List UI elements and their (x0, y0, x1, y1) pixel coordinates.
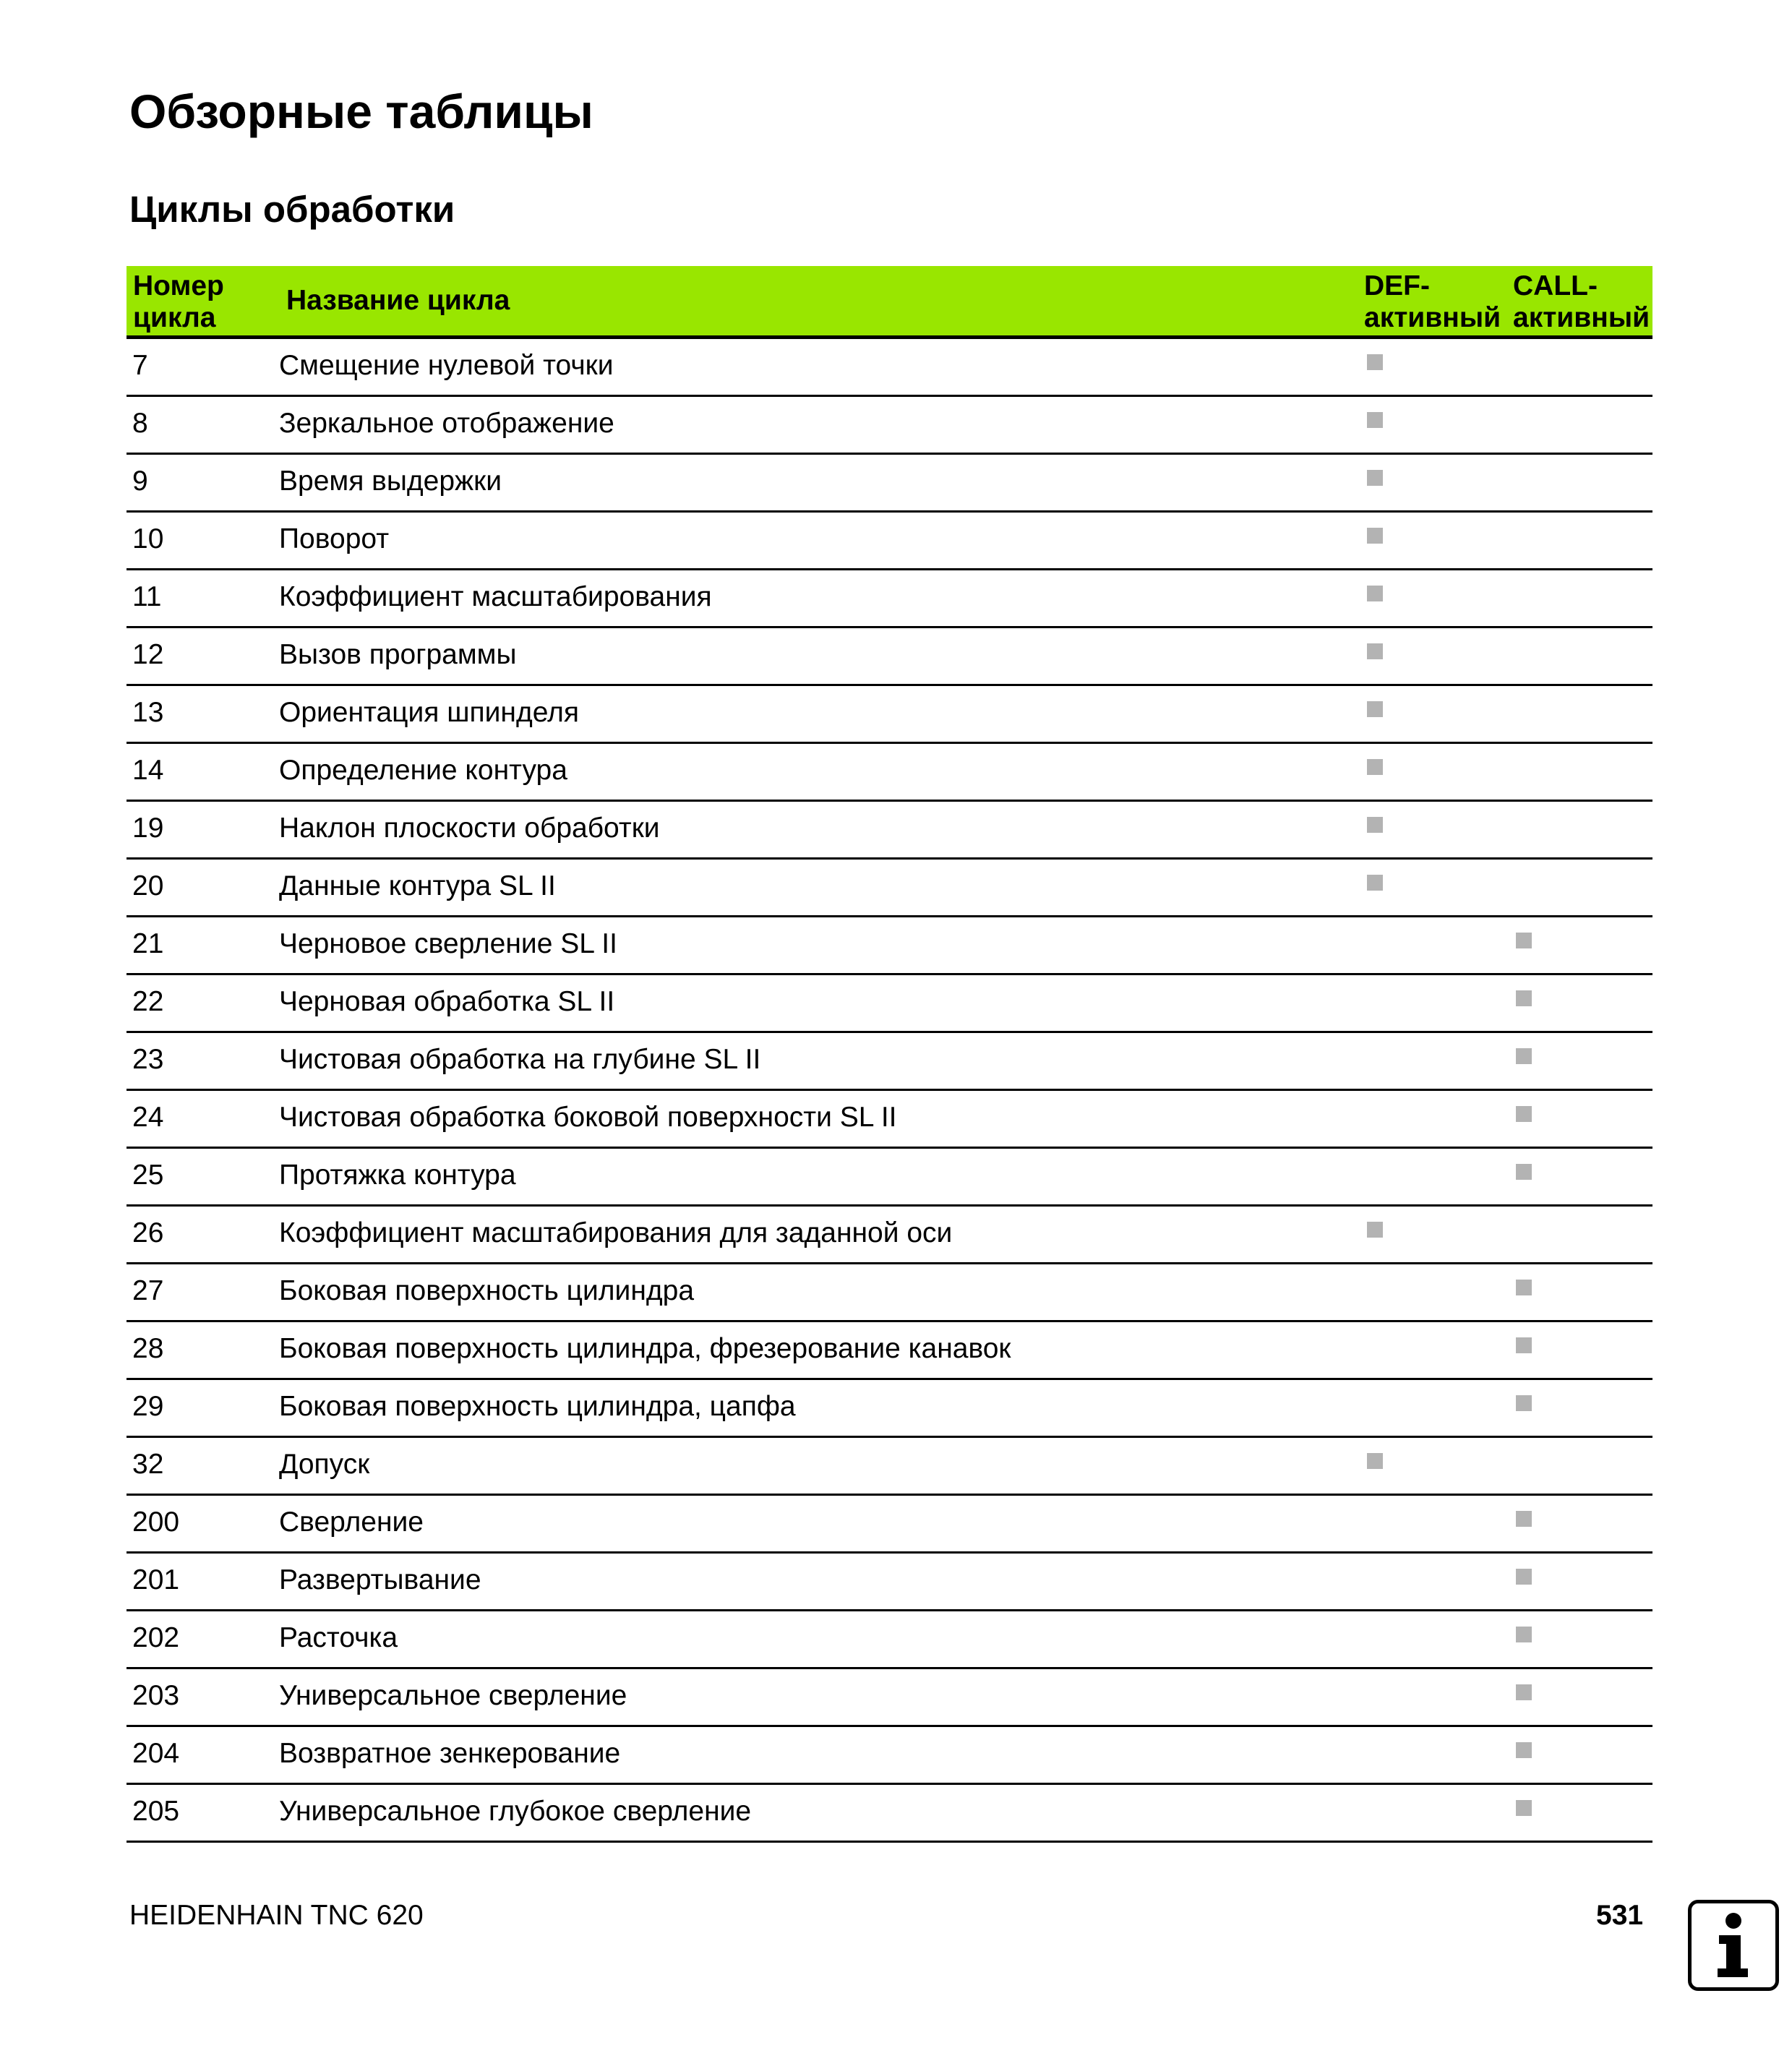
table-row (127, 686, 1652, 744)
cycle-name: Коэффициент масштабирования для заданной оси (279, 1217, 953, 1248)
def-active-marker (1367, 1453, 1383, 1469)
def-active-marker (1367, 528, 1383, 544)
header-cycle-number-line-1: Номер (133, 270, 224, 301)
header-def-active (1364, 270, 1501, 334)
def-active-marker (1367, 354, 1383, 370)
header-call-active-line-1: CALL- (1513, 270, 1598, 301)
page-number: 531 (1596, 1900, 1644, 1931)
call-active-marker (1516, 1337, 1532, 1353)
cycle-name: Чистовая обработка на глубине SL II (279, 1044, 761, 1075)
header-call-active-line-2: активный (1513, 302, 1650, 333)
cycle-name: Наклон плоскости обработки (279, 813, 660, 844)
def-active-marker (1367, 817, 1383, 833)
table-row (127, 917, 1652, 975)
cycle-name: Черновое сверление SL II (279, 928, 617, 959)
table-row (127, 1149, 1652, 1207)
call-active-marker (1516, 990, 1532, 1006)
cycle-number: 19 (132, 813, 164, 844)
def-active-marker (1367, 701, 1383, 717)
table-body (127, 339, 1652, 1843)
table-row (127, 397, 1652, 455)
header-def-active-line-1: DEF- (1364, 270, 1430, 301)
cycle-number: 27 (132, 1275, 164, 1306)
cycle-name: Расточка (279, 1622, 398, 1653)
table-row (127, 744, 1652, 802)
call-active-marker (1516, 1800, 1532, 1816)
cycle-number: 13 (132, 697, 164, 728)
header-cycle-number-line-2: цикла (133, 302, 216, 333)
def-active-marker (1367, 875, 1383, 891)
table-row (127, 455, 1652, 513)
info-icon-glyph (1692, 1903, 1775, 1987)
table-row (127, 513, 1652, 570)
table-row (127, 1496, 1652, 1554)
cycle-number: 11 (132, 581, 162, 612)
call-active-marker (1516, 1395, 1532, 1411)
call-active-marker (1516, 1684, 1532, 1700)
table-row (127, 860, 1652, 917)
cycle-name: Сверление (279, 1507, 424, 1538)
table-row (127, 1207, 1652, 1264)
header-cycle-name: Название цикла (286, 285, 510, 316)
cycle-number: 23 (132, 1044, 164, 1075)
cycle-number: 7 (132, 350, 148, 381)
cycle-name: Боковая поверхность цилиндра, цапфа (279, 1391, 796, 1422)
cycle-name: Данные контура SL II (279, 870, 556, 901)
cycle-number: 32 (132, 1449, 164, 1480)
cycle-name: Боковая поверхность цилиндра (279, 1275, 695, 1306)
call-active-marker (1516, 1048, 1532, 1064)
cycle-name: Боковая поверхность цилиндра, фрезерование канавок (279, 1333, 1011, 1364)
cycle-number: 24 (132, 1102, 164, 1133)
table-row (127, 975, 1652, 1033)
call-active-marker (1516, 1280, 1532, 1295)
cycle-number: 9 (132, 466, 148, 497)
cycle-name: Поворот (279, 523, 390, 554)
cycle-name: Вызов программы (279, 639, 517, 670)
section-title: Циклы обработки (129, 189, 455, 230)
def-active-marker (1367, 759, 1383, 775)
call-active-marker (1516, 1742, 1532, 1758)
cycle-name: Ориентация шпинделя (279, 697, 579, 728)
call-active-marker (1516, 1164, 1532, 1180)
table-row (127, 1785, 1652, 1843)
cycle-number: 28 (132, 1333, 164, 1364)
call-active-marker (1516, 1106, 1532, 1122)
cycle-number: 204 (132, 1738, 180, 1769)
cycle-number: 201 (132, 1564, 180, 1595)
table-row (127, 1727, 1652, 1785)
table-row (127, 1669, 1652, 1727)
def-active-marker (1367, 470, 1383, 486)
cycle-name: Развертывание (279, 1564, 481, 1595)
cycle-number: 26 (132, 1217, 164, 1248)
call-active-marker (1516, 1511, 1532, 1527)
cycle-number: 203 (132, 1680, 180, 1711)
cycle-number: 29 (132, 1391, 164, 1422)
cycle-name: Возвратное зенкерование (279, 1738, 621, 1769)
cycle-number: 25 (132, 1160, 164, 1191)
cycle-number: 22 (132, 986, 164, 1017)
table-row (127, 1033, 1652, 1091)
cycle-name: Протяжка контура (279, 1160, 516, 1191)
cycle-name: Коэффициент масштабирования (279, 581, 712, 612)
cycle-number: 10 (132, 523, 164, 554)
table-row (127, 339, 1652, 397)
table-row (127, 1091, 1652, 1149)
call-active-marker (1516, 1569, 1532, 1585)
cycle-name: Черновая обработка SL II (279, 986, 615, 1017)
cycle-number: 8 (132, 408, 148, 439)
table-row (127, 1611, 1652, 1669)
cycle-number: 21 (132, 928, 164, 959)
cycle-number: 20 (132, 870, 164, 901)
header-cycle-number (133, 270, 224, 334)
cycle-name: Чистовая обработка боковой поверхности SL II (279, 1102, 897, 1133)
cycle-number: 205 (132, 1796, 180, 1827)
call-active-marker (1516, 933, 1532, 948)
def-active-marker (1367, 586, 1383, 601)
table-row (127, 570, 1652, 628)
info-icon (1688, 1900, 1779, 1991)
cycles-table (127, 266, 1652, 1843)
def-active-marker (1367, 643, 1383, 659)
header-def-active-line-2: активный (1364, 302, 1501, 333)
table-row (127, 1322, 1652, 1380)
table-row (127, 1554, 1652, 1611)
cycle-name: Смещение нулевой точки (279, 350, 614, 381)
table-row (127, 1438, 1652, 1496)
table-header (127, 266, 1652, 339)
def-active-marker (1367, 1222, 1383, 1238)
cycle-name: Зеркальное отображение (279, 408, 614, 439)
table-row (127, 1380, 1652, 1438)
cycle-number: 200 (132, 1507, 180, 1538)
call-active-marker (1516, 1627, 1532, 1642)
cycle-number: 14 (132, 755, 164, 786)
cycle-name: Универсальное сверление (279, 1680, 627, 1711)
header-call-active (1513, 270, 1650, 334)
cycle-number: 202 (132, 1622, 180, 1653)
table-row (127, 1264, 1652, 1322)
def-active-marker (1367, 412, 1383, 428)
cycle-name: Время выдержки (279, 466, 502, 497)
footer-product-name: HEIDENHAIN TNC 620 (129, 1900, 424, 1931)
page-title: Обзорные таблицы (129, 85, 593, 138)
cycle-number: 12 (132, 639, 164, 670)
table-row (127, 802, 1652, 860)
cycle-name: Определение контура (279, 755, 567, 786)
cycle-name: Универсальное глубокое сверление (279, 1796, 752, 1827)
cycle-name: Допуск (279, 1449, 370, 1480)
table-row (127, 628, 1652, 686)
